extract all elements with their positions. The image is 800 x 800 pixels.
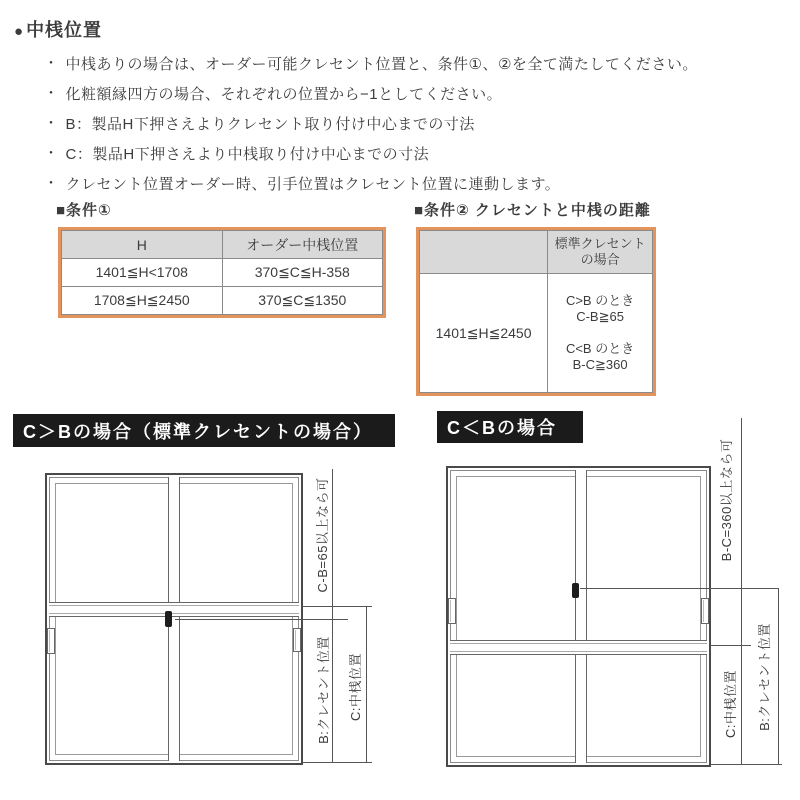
table-row <box>420 274 653 393</box>
case1-when: C>B のとき <box>565 293 635 308</box>
middle-rail <box>49 602 299 617</box>
bullet-icon: ・ <box>44 115 59 131</box>
banner-c-less-b: C＜Bの場合 <box>437 411 583 443</box>
dimension-label-b: B:クレセント位置 <box>316 636 331 744</box>
dimension-label-c: C:中桟位置 <box>348 653 363 722</box>
condition1-header-order: オーダー中桟位置 <box>222 231 383 259</box>
leader-line-rail <box>303 606 372 607</box>
window-diagram-c-less-b <box>446 466 711 767</box>
case2-when: C<B のとき <box>565 341 635 356</box>
note-text: B：製品H下押さえよりクレセント取り付け中心までの寸法 <box>65 115 475 133</box>
bullet-icon: ・ <box>44 85 59 101</box>
case2-rule: B-C≧360 <box>572 357 628 372</box>
header-line: の場合 <box>580 252 620 267</box>
crescent-lock-icon <box>165 611 172 627</box>
cell-h-range: 1708≦H≦2450 <box>62 287 223 315</box>
dimension-label-bc: B-C=360以上なら可 <box>719 438 734 562</box>
dimension-line-c <box>741 418 742 765</box>
table-row <box>62 287 383 315</box>
cell-conditions <box>548 274 653 393</box>
pull-handle-left <box>448 598 456 624</box>
cell-order-range: 370≦C≦H-358 <box>222 259 383 287</box>
condition2-title: ■条件② クレセントと中桟の距離 <box>414 202 651 219</box>
pull-handle-left <box>47 628 55 654</box>
note-line <box>44 48 698 78</box>
pull-handle-right <box>701 598 709 624</box>
condition2-table <box>416 227 656 396</box>
page-title <box>14 16 102 42</box>
dimension-label-b: B:クレセント位置 <box>757 623 772 731</box>
bullet-icon: ・ <box>44 145 59 161</box>
leader-line-crescent <box>580 588 778 589</box>
note-text: クレセント位置オーダー時、引手位置はクレセント位置に連動します。 <box>65 175 561 193</box>
heading-bullet-icon: ● <box>14 23 25 40</box>
notes-list <box>44 48 698 198</box>
bullet-icon: ・ <box>44 175 59 191</box>
dimension-line-b <box>332 469 333 763</box>
header-line: 標準クレセント <box>554 236 646 251</box>
dimension-line-b <box>778 588 779 765</box>
leader-line-bottom <box>303 762 372 763</box>
note-line <box>44 138 698 168</box>
note-text: 化粧額縁四方の場合、それぞれの位置から−1としてください。 <box>65 85 503 103</box>
condition1-title: ■条件① <box>56 202 112 219</box>
cell-order-range: 370≦C≦1350 <box>222 287 383 315</box>
leader-line-bottom <box>711 764 782 765</box>
note-text: 中桟ありの場合は、オーダー可能クレセント位置と、条件①、②を全て満たしてください。 <box>65 55 698 73</box>
dimension-label-cb: C-B=65以上なら可 <box>315 477 330 593</box>
condition-lines <box>548 293 652 373</box>
table-row <box>62 259 383 287</box>
banner-c-greater-b: C＞Bの場合（標準クレセントの場合） <box>13 414 395 447</box>
condition1-table <box>58 227 386 318</box>
dimension-line-c <box>366 606 367 763</box>
note-text: C：製品H下押さえより中桟取り付け中心までの寸法 <box>65 145 430 163</box>
bullet-icon: ・ <box>44 55 59 71</box>
dimension-label-c: C:中桟位置 <box>723 670 738 739</box>
case1-rule: C-B≧65 <box>576 309 624 324</box>
crescent-lock-icon <box>572 583 579 598</box>
condition2-header-empty <box>420 231 548 274</box>
note-line <box>44 78 698 108</box>
cell-h-range: 1401≦H≦2450 <box>420 274 548 393</box>
pull-handle-right <box>293 628 301 652</box>
note-line <box>44 168 698 198</box>
cell-h-range: 1401≦H<1708 <box>62 259 223 287</box>
middle-rail <box>450 640 707 655</box>
page-title-text: 中桟位置 <box>26 20 103 40</box>
condition1-header-h: H <box>62 231 223 259</box>
center-stile <box>575 470 587 763</box>
condition2-header-crescent <box>548 231 653 274</box>
note-line <box>44 108 698 138</box>
